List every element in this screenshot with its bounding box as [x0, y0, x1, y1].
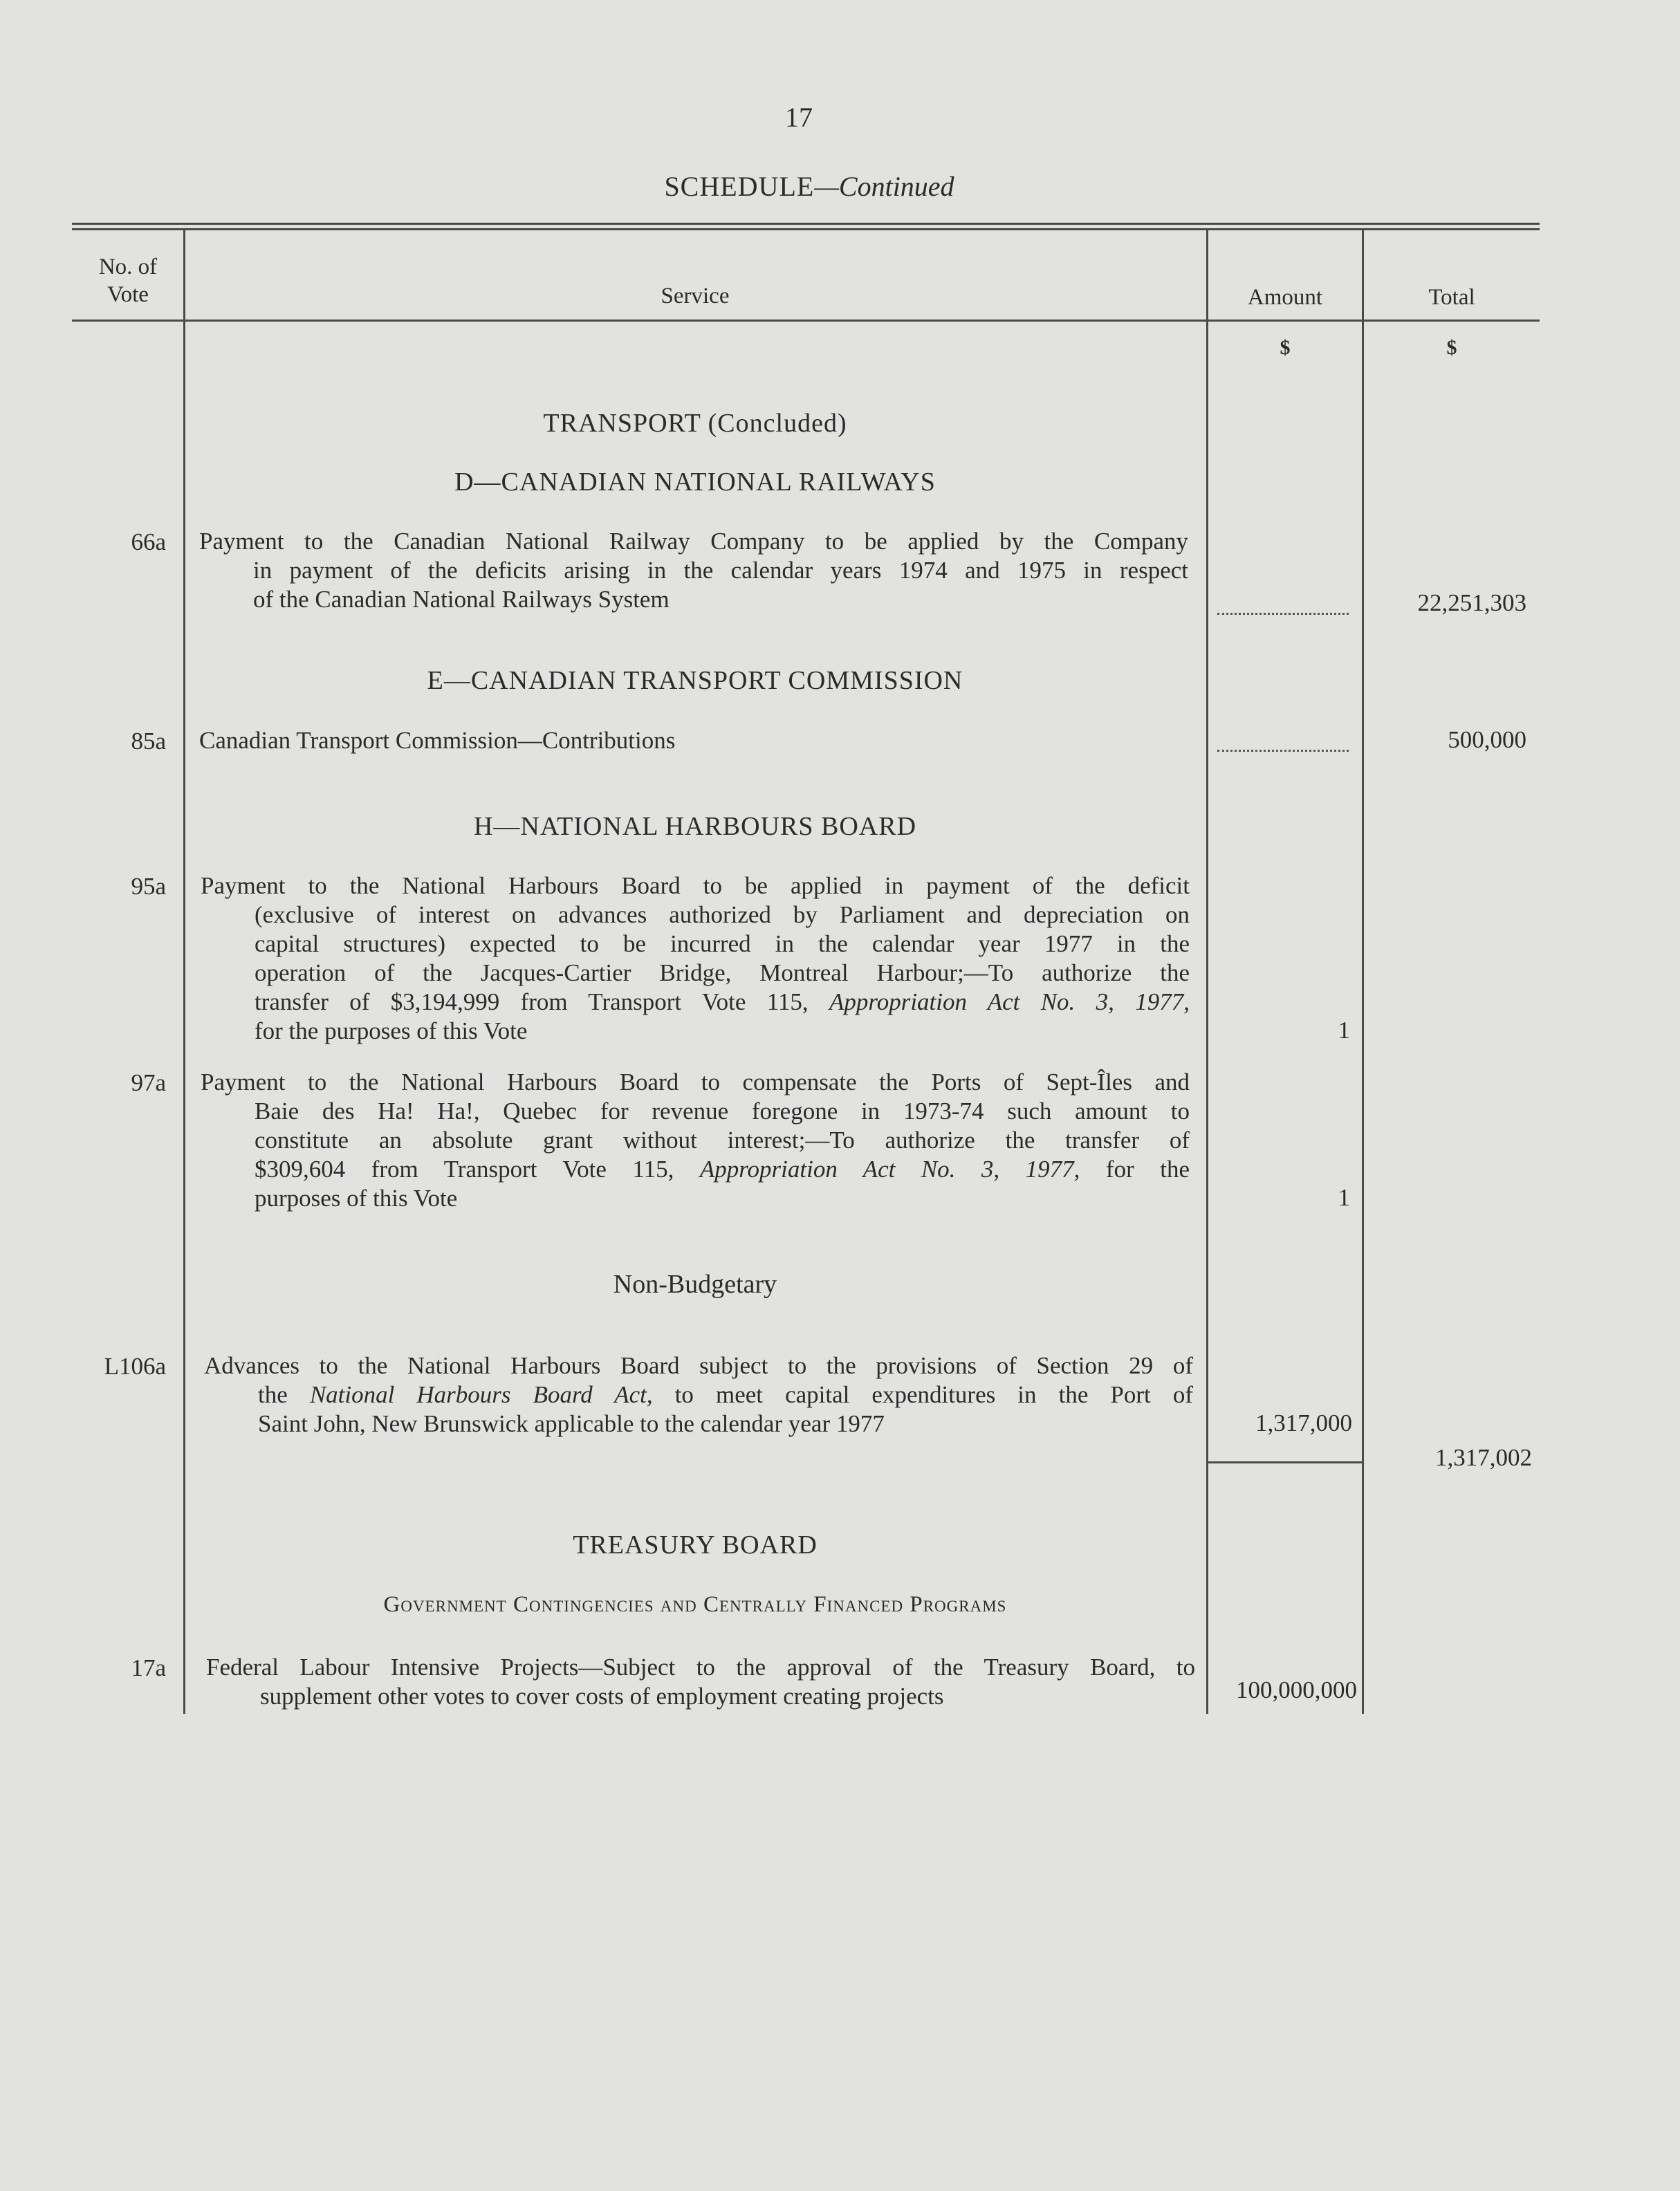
section-treasury-board: TREASURY BOARD [573, 1531, 818, 1560]
service-column-header: Service [661, 284, 730, 308]
section-harbours-board: H—NATIONAL HARBOURS BOARD [473, 812, 917, 841]
vote-number: 95a [131, 873, 166, 900]
item-description: Payment to the National Harbours Board to be applied in payment of the deficit (exclusive of interest on advances authorized by Parliament and depreciation on capital structures) expected to be incurred in the calendar year 1977 in the operation of the Jacques-Cartier Bridge, Montreal Harbour;—To authorize the transfer of $3,194,999 from Transport Vote 115, Appropriation Act No. 3, 1977, for the purposes of this Vote [201, 872, 1190, 1044]
section-non-budgetary: Non-Budgetary [613, 1270, 777, 1299]
top-rule-2 [72, 228, 1540, 230]
amount-leader [1217, 750, 1349, 752]
amount-value: 1,317,000 [1255, 1409, 1352, 1436]
item-description: Canadian Transport Commission—Contributions [199, 727, 676, 754]
subtotal-rule [1206, 1461, 1364, 1463]
item-description: Payment to the National Harbours Board to compensate the Ports of Sept-Îles and Baie des Ha! Ha!, Quebec for revenue foregone in 1973-74 such amount to constitute an absolute grant without interest;—To authorize the transfer of $309,604 from Transport Vote 115, Appropriation Act No. 3, 1977, for the purposes of this Vote [201, 1069, 1190, 1212]
vote-column-rule [183, 230, 185, 1714]
amount-column-header: Amount [1247, 285, 1323, 310]
vote-column-header: No. of Vote [98, 255, 158, 307]
vote-number: 97a [131, 1069, 166, 1096]
section-transport-commission: E—CANADIAN TRANSPORT COMMISSION [427, 666, 963, 695]
schedule-heading: SCHEDULE—Continued [664, 171, 954, 202]
total-column-header: Total [1428, 285, 1475, 310]
amount-leader [1217, 613, 1349, 615]
item-description: Advances to the National Harbours Board subject to the provisions of Section 29 of the National Harbours Board Act, to meet capital expenditures in the Port of Saint John, New Brunswick applicable to the calendar year 1977 [204, 1352, 1193, 1437]
amount-value: 100,000,000 [1236, 1676, 1357, 1703]
page-number: 17 [785, 102, 813, 133]
vote-number: 66a [131, 528, 166, 555]
amount-currency: $ [1280, 336, 1291, 359]
item-description: Federal Labour Intensive Projects—Subject to the approval of the Treasury Board, to supplement other votes to cover costs of employment creating projects [206, 1654, 1195, 1710]
amount-column-rule [1206, 230, 1208, 1714]
total-value: 1,317,002 [1435, 1444, 1532, 1471]
total-value: 22,251,303 [1417, 589, 1526, 616]
total-currency: $ [1446, 336, 1457, 359]
section-contingencies: Government Contingencies and Centrally Financed Programs [383, 1592, 1007, 1617]
top-rule [72, 223, 1540, 225]
amount-value: 1 [1338, 1017, 1350, 1044]
vote-number: L106a [104, 1353, 166, 1380]
item-description: Payment to the Canadian National Railway Company to be applied by the Company in payment of the deficits arising in the calendar years 1974 and 1975 in respect of the Canadian National Railways System [199, 528, 1188, 613]
vote-number: 17a [131, 1654, 166, 1681]
header-rule [72, 320, 1540, 322]
section-transport: TRANSPORT (Concluded) [543, 409, 847, 438]
section-cn-railways: D—CANADIAN NATIONAL RAILWAYS [454, 468, 936, 497]
amount-value: 1 [1338, 1184, 1350, 1211]
total-value: 500,000 [1448, 726, 1526, 753]
total-column-rule [1362, 230, 1364, 1714]
vote-number: 85a [131, 728, 166, 755]
